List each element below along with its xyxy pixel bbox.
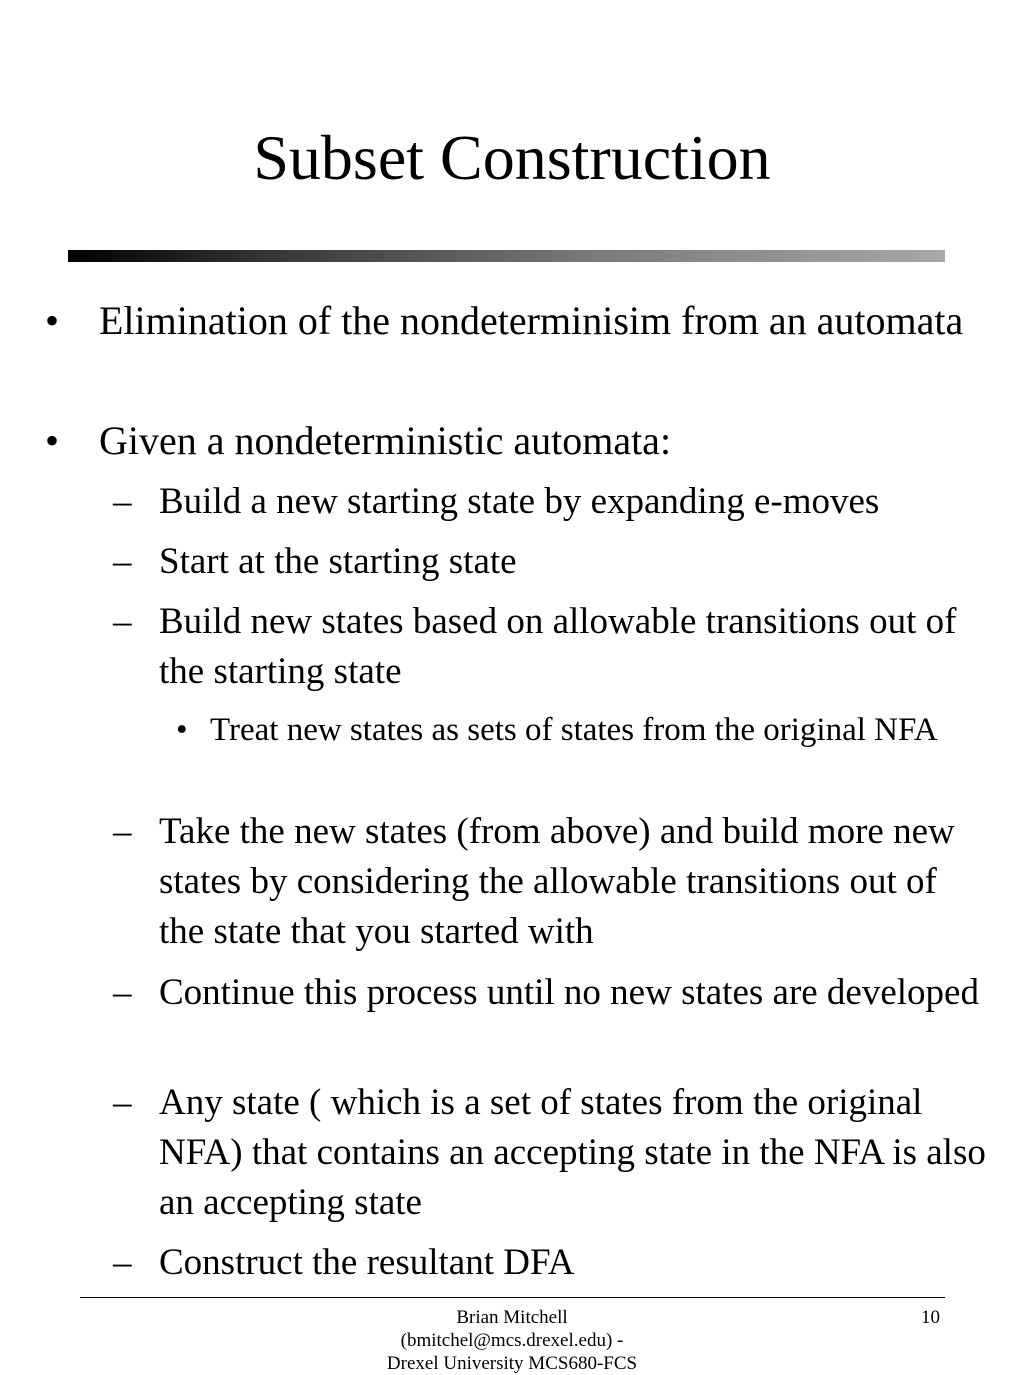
dash-marker: –	[113, 541, 132, 582]
sub-item	[113, 537, 989, 587]
sub-item	[113, 1238, 989, 1288]
bullet-text: Given a nondeterministic automata:	[99, 418, 672, 463]
footer-course: Drexel University MCS680-FCS	[386, 1353, 638, 1374]
dash-marker: –	[113, 811, 132, 852]
footer-author-name: Brian Mitchell	[456, 1307, 568, 1328]
sub-item-text: Any state ( which is a set of states from the original NFA) that contains an accepting state in the NFA is also an accepting state	[159, 1082, 986, 1223]
slide-title: Subset Construction	[253, 122, 771, 193]
bullet-marker: •	[176, 712, 188, 748]
dash-marker: –	[113, 1242, 132, 1283]
footer-author-email: (bmitchel@mcs.drexel.edu) -	[400, 1330, 624, 1351]
sub-item-text: Build new states based on allowable transitions out of the starting state	[159, 601, 957, 692]
sub-sub-item-text: Treat new states as sets of states from the original NFA	[210, 712, 938, 748]
sub-item	[113, 968, 989, 1018]
dash-marker: –	[113, 481, 132, 522]
footer-divider	[80, 1297, 945, 1298]
sub-item-text: Construct the resultant DFA	[159, 1242, 575, 1283]
bullet-marker: •	[45, 418, 60, 463]
sub-item-text: Take the new states (from above) and build more new states by considering the allowable transitions out of the state that you started with	[159, 811, 955, 952]
bullet-item	[45, 294, 999, 348]
sub-item	[113, 597, 989, 697]
bullet-text: Elimination of the nondeterminisim from an automata	[99, 298, 964, 343]
sub-item-text: Start at the starting state	[159, 541, 517, 582]
bullet-marker: •	[45, 298, 60, 343]
sub-item	[113, 807, 989, 957]
dash-marker: –	[113, 1082, 132, 1123]
dash-marker: –	[113, 972, 132, 1013]
bullet-item	[45, 414, 999, 468]
sub-sub-item	[176, 708, 1000, 752]
title-underline-bar	[68, 250, 945, 262]
sub-item-text: Continue this process until no new states are developed	[159, 972, 979, 1013]
dash-marker: –	[113, 601, 132, 642]
sub-item	[113, 1078, 989, 1228]
sub-item-text: Build a new starting state by expanding e-moves	[159, 481, 880, 522]
page-number: 10	[921, 1307, 940, 1328]
sub-item	[113, 477, 989, 527]
